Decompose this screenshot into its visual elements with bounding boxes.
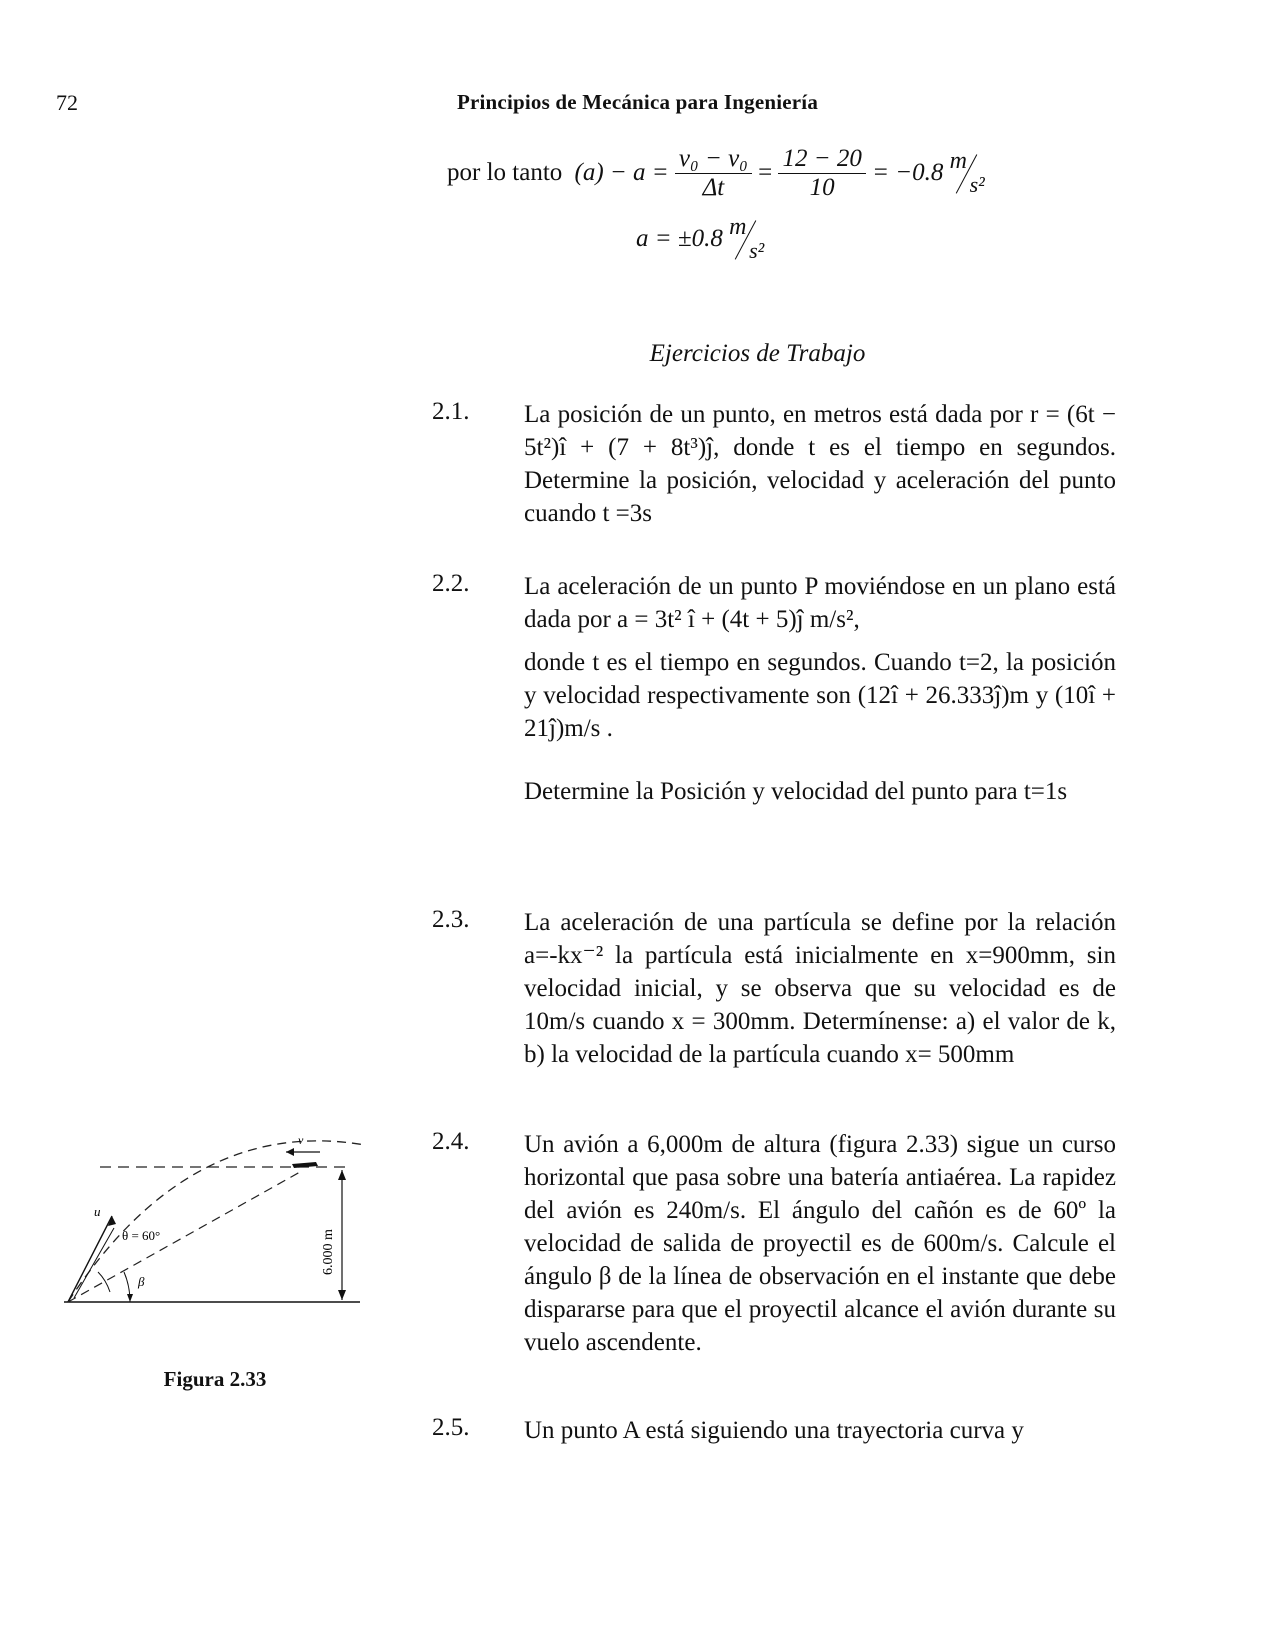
fraction-velocity bbox=[675, 145, 752, 201]
label-height: 6.000 m bbox=[321, 1229, 336, 1275]
exercise-2-2-body-a: La aceleración de un punto P moviéndose en un plano está dada por a = 3t² î + (4t + 5)ĵ m/s², bbox=[524, 573, 1116, 633]
unit-top: m bbox=[729, 214, 747, 240]
exercise-2-4-body: Un avión a 6,000m de altura (figura 2.33) sigue un curso horizontal que pasa sobre una batería antiaérea. La rapidez del avión es 240m/s. El ángulo del cañón es de 60º la velocidad de salida de proyectil es de 600m/s. Calcule el ángulo β de la línea de observación en el instante que debe dispararse para que el proyectil alcance el avión durante su vuelo ascendente. bbox=[524, 1131, 1116, 1356]
exercise-text-2-5 bbox=[524, 1414, 1116, 1447]
equation-lhs: (a) − a = bbox=[574, 159, 669, 186]
exercise-2-3-body: La aceleración de una partícula se define por la relación a=-kx⁻² la partícula está inicialmente en x=900mm, sin velocidad inicial, y se observa que su velocidad es de 10m/s cuando x = 300mm. Determínense: a) el valor de k, b) la velocidad de la partícula cuando x= 500mm bbox=[524, 909, 1116, 1068]
equation-line-1 bbox=[447, 145, 994, 201]
exercise-text-2-2 bbox=[524, 570, 1116, 808]
exercise-number-2-3: 2.3. bbox=[432, 906, 470, 933]
height-arrow-top-icon bbox=[338, 1170, 346, 1180]
equation-line-2 bbox=[636, 214, 773, 264]
exercise-text-2-4 bbox=[524, 1128, 1116, 1359]
unit-bottom: s² bbox=[749, 238, 765, 263]
height-arrow-bottom-icon bbox=[338, 1290, 346, 1300]
velocity-arrowhead-icon bbox=[286, 1148, 294, 1156]
exercise-number-2-1: 2.1. bbox=[432, 398, 470, 425]
equation-prefix: por lo tanto bbox=[447, 159, 563, 186]
equation-result: = −0.8 bbox=[872, 159, 944, 186]
exercise-text-2-3 bbox=[524, 906, 1116, 1071]
exercise-number-2-2: 2.2. bbox=[432, 570, 470, 597]
fraction-values-numerator: 12 − 20 bbox=[778, 145, 865, 174]
unit-m-per-s2-second bbox=[729, 214, 773, 264]
section-title: Ejercicios de Trabajo bbox=[649, 340, 866, 367]
fraction-values bbox=[778, 145, 865, 201]
figure-caption: Figura 2.33 bbox=[163, 1367, 267, 1391]
exercise-2-5-body: Un punto A está siguiendo una trayectoria curva y bbox=[524, 1417, 1024, 1444]
label-theta: θ = 60° bbox=[122, 1228, 161, 1243]
exercise-number-2-5: 2.5. bbox=[432, 1414, 470, 1441]
line-of-sight bbox=[68, 1172, 300, 1302]
equation-line-2-text: a = ±0.8 bbox=[636, 225, 723, 252]
fraction-velocity-numerator: v₀ − v₀ bbox=[675, 145, 752, 174]
page-number: 72 bbox=[56, 90, 78, 115]
unit-top: m bbox=[949, 148, 967, 174]
exercise-number-2-4: 2.4. bbox=[432, 1128, 470, 1155]
theta-arc bbox=[98, 1272, 110, 1292]
fraction-velocity-denominator: Δt bbox=[702, 173, 725, 201]
figure-2-33-diagram bbox=[60, 1120, 380, 1320]
exercise-2-2-body-b: donde t es el tiempo en segundos. Cuando t=2, la posición y velocidad respectivamente son (12î + 26.333ĵ)m y (10î + 21ĵ)m/s . bbox=[524, 649, 1116, 742]
running-title: Principios de Mecánica para Ingeniería bbox=[456, 90, 819, 114]
fraction-values-denominator: 10 bbox=[809, 173, 835, 201]
exercise-text-2-1 bbox=[524, 398, 1116, 530]
exercise-2-1-body: La posición de un punto, en metros está dada por r = (6t − 5t²)î + (7 + 8t³)ĵ, donde t es el tiempo en segundos. Determine la posición, velocidad y aceleración del punto cuando t =3s bbox=[524, 401, 1116, 527]
label-beta: β bbox=[138, 1274, 145, 1289]
exercise-2-2-body-c: Determine la Posición y velocidad del punto para t=1s bbox=[524, 778, 1068, 805]
label-v: v bbox=[298, 1133, 304, 1147]
beta-arrowhead-icon bbox=[127, 1294, 133, 1302]
cannon-line bbox=[68, 1216, 112, 1302]
unit-m-per-s2 bbox=[950, 148, 994, 198]
unit-bottom: s² bbox=[969, 172, 985, 197]
equals-sign: = bbox=[758, 159, 773, 186]
label-u: u bbox=[94, 1204, 101, 1219]
